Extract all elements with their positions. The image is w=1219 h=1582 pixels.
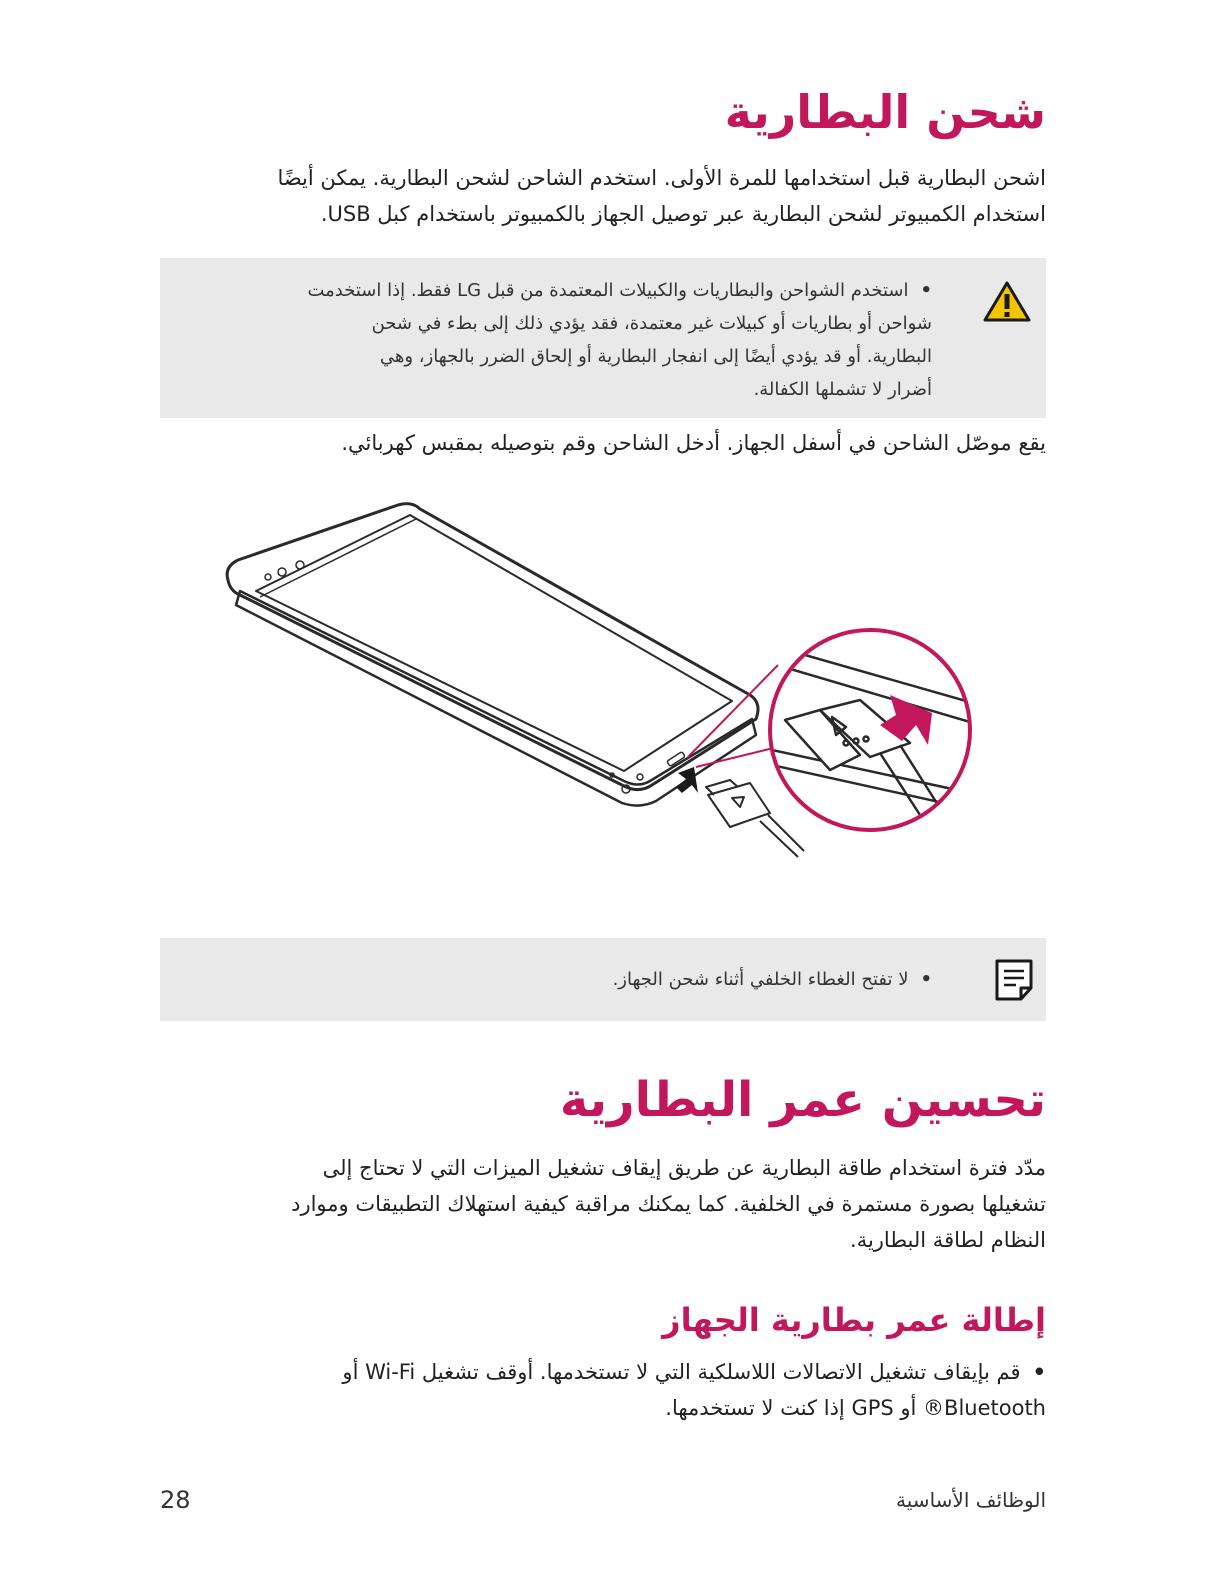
charging-intro (160, 160, 1046, 232)
intro-line: اشحن البطارية قبل استخدامها للمرة الأولى. استخدم الشاحن لشحن البطارية. يمكن أيضًا (277, 166, 1046, 190)
note-icon (994, 958, 1034, 1006)
warning-box (160, 258, 1046, 418)
warning-triangle-icon (982, 280, 1032, 328)
tip-line: •قم بإيقاف تشغيل الاتصالات اللاسلكية التي لا تستخدمها. أوقف تشغيل Wi-Fi أو (342, 1360, 1046, 1384)
warning-line: •استخدم الشواحن والبطاريات والكبيلات المعتمدة من قبل LG فقط. إذا استخدمت (307, 280, 932, 301)
battery-tip (160, 1354, 1046, 1426)
warning-line: شواحن أو بطاريات أو كبيلات غير معتمدة، فقد يؤدي ذلك إلى بطء في شحن (371, 313, 932, 334)
footer-section-name: الوظائف الأساسية (896, 1488, 1046, 1512)
section-title-charging: شحن البطارية (724, 85, 1046, 139)
charging-illustration (220, 495, 980, 869)
body-line: تشغيلها بصورة مستمرة في الخلفية. كما يمكنك مراقبة كيفية استهلاك التطبيقات وموارد (291, 1192, 1046, 1216)
body-line: مدّد فترة استخدام طاقة البطارية عن طريق إيقاف تشغيل الميزات التي لا تحتاج إلى (322, 1156, 1046, 1180)
battery-life-body (160, 1150, 1046, 1258)
intro-line: استخدام الكمبيوتر لشحن البطارية عبر توصيل الجهاز بالكمبيوتر باستخدام كبل USB. (320, 202, 1046, 226)
warning-text (307, 274, 932, 406)
phone-illustration (227, 504, 758, 806)
subsection-title: إطالة عمر بطارية الجهاز (662, 1301, 1046, 1339)
connector-note: يقع موصّل الشاحن في أسفل الجهاز. أدخل الشاحن وقم بتوصيله بمقبس كهربائي. (341, 431, 1046, 455)
section-title-battery-life: تحسين عمر البطارية (559, 1072, 1046, 1128)
zoom-detail (770, 630, 980, 830)
body-line: النظام لطاقة البطارية. (850, 1228, 1046, 1252)
note-text (613, 963, 932, 996)
warning-line: أضرار لا تشملها الكفالة. (753, 379, 932, 400)
page-number: 28 (160, 1486, 191, 1514)
note-box (160, 938, 1046, 1021)
warning-line: البطارية. أو قد يؤدي أيضًا إلى انفجار البطارية أو إلحاق الضرر بالجهاز، وهي (379, 346, 932, 367)
note-line: •لا تفتح الغطاء الخلفي أثناء شحن الجهاز. (612, 969, 932, 990)
insert-arrow-small (676, 767, 698, 793)
tip-line: Bluetooth® أو GPS إذا كنت لا تستخدمها. (665, 1396, 1046, 1420)
